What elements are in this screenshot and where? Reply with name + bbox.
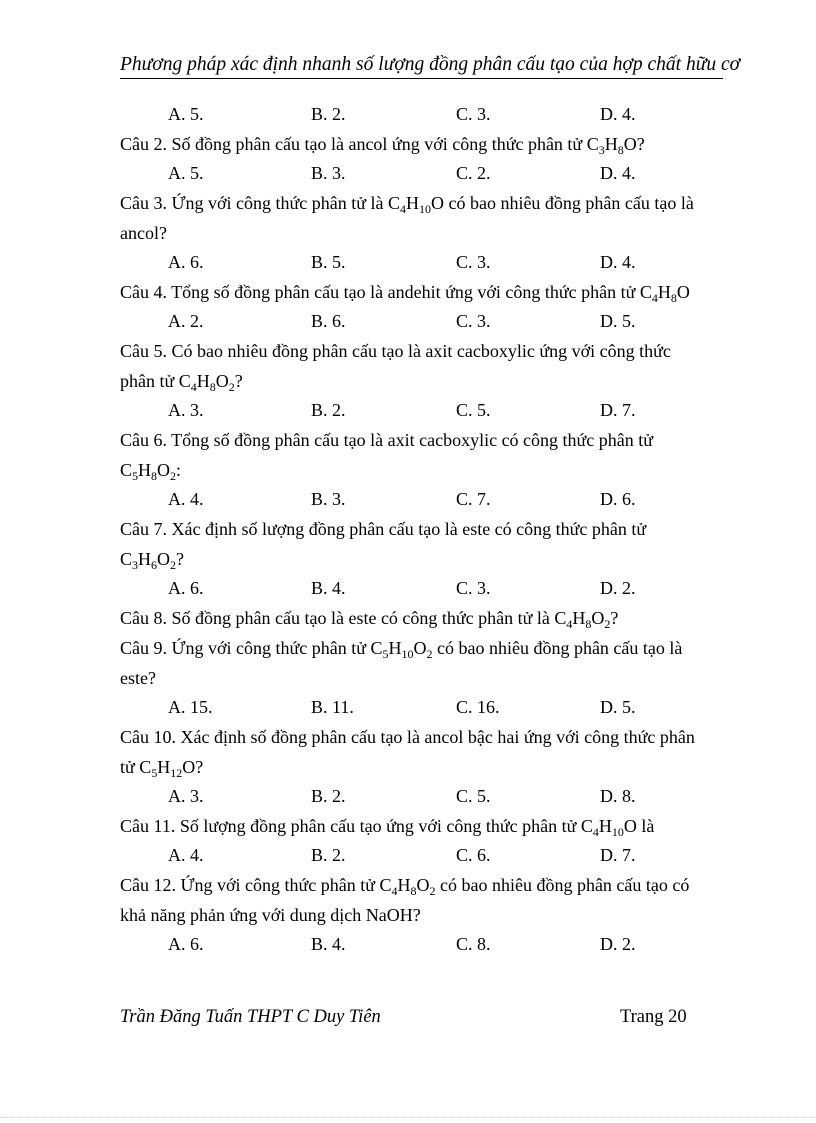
answer-options	[120, 782, 723, 811]
option-d: D. 7.	[600, 845, 636, 865]
text-run: H	[138, 460, 152, 480]
text-run: khả năng phản ứng với dung dịch NaOH?	[120, 905, 421, 925]
text-run: ?	[176, 549, 185, 569]
answer-options	[120, 396, 723, 425]
answer-options	[120, 485, 723, 514]
subscript: 10	[611, 825, 624, 839]
option-c: C. 2.	[456, 163, 491, 183]
question-text-continued	[120, 218, 723, 248]
text-run: Câu 5. Có bao nhiêu đồng phân cấu tạo là axit cacboxylic ứng với công thức	[120, 341, 671, 361]
text-run: Câu 12. Ứng với công thức phân tử C	[120, 875, 392, 895]
option-d: D. 4.	[600, 163, 636, 183]
option-c: C. 5.	[456, 786, 491, 806]
text-run: H	[598, 816, 612, 836]
text-run: có bao nhiêu đồng phân cấu tạo là	[432, 638, 683, 658]
page-header	[120, 51, 741, 79]
text-run: H	[604, 134, 618, 154]
option-b: B. 2.	[311, 400, 346, 420]
text-run: O	[416, 875, 430, 895]
subscript: 2	[426, 647, 433, 661]
text-run: este?	[120, 668, 156, 688]
subscript: 3	[132, 558, 139, 572]
answer-options	[120, 574, 723, 603]
option-c: C. 8.	[456, 934, 491, 954]
subscript: 2	[429, 884, 436, 898]
option-a: A. 3.	[168, 400, 204, 420]
question-text-continued	[120, 752, 723, 782]
text-run: H	[157, 757, 171, 777]
option-c: C. 3.	[456, 578, 491, 598]
text-run: C	[120, 460, 133, 480]
text-run: O là	[623, 816, 655, 836]
text-run: O?	[623, 134, 645, 154]
text-run: H	[572, 608, 586, 628]
text-run: O có bao nhiêu đồng phân cấu tạo là	[430, 193, 694, 213]
question-text	[120, 129, 723, 159]
text-run: Câu 6. Tổng số đồng phân cấu tạo là axit cacboxylic có công thức phân tử	[120, 430, 654, 450]
option-a: A. 2.	[168, 311, 204, 331]
subscript: 2	[604, 617, 611, 631]
subscript: 8	[617, 143, 624, 157]
option-a: A. 3.	[168, 786, 204, 806]
text-run: Câu 11. Số lượng đồng phân cấu tạo ứng với công thức phân tử C	[120, 816, 593, 836]
text-run: ?	[610, 608, 619, 628]
subscript: 2	[228, 380, 235, 394]
option-a: A. 4.	[168, 845, 204, 865]
subscript: 2	[170, 558, 177, 572]
option-b: B. 2.	[311, 845, 346, 865]
subscript: 8	[670, 291, 677, 305]
option-b: B. 6.	[311, 311, 346, 331]
option-a: A. 15.	[168, 697, 213, 717]
question-text-continued	[120, 455, 723, 485]
question-text	[120, 277, 723, 307]
option-b: B. 2.	[311, 104, 346, 124]
question-text-continued	[120, 366, 723, 396]
question-list	[120, 100, 723, 959]
option-d: D. 6.	[600, 489, 636, 509]
text-run: O	[157, 549, 171, 569]
page-footer	[120, 1007, 720, 1035]
text-run: :	[176, 460, 182, 480]
subscript: 4	[190, 380, 197, 394]
question-text-continued	[120, 544, 723, 574]
text-run: Câu 10. Xác định số đồng phân cấu tạo là ancol bậc hai ứng với công thức phân	[120, 727, 695, 747]
subscript: 4	[651, 291, 658, 305]
header-title: Phương pháp xác định nhanh số lượng đồng phân cấu tạo của hợp chất hữu cơ	[120, 54, 741, 75]
option-c: C. 16.	[456, 697, 500, 717]
option-c: C. 3.	[456, 104, 491, 124]
option-b: B. 3.	[311, 489, 346, 509]
text-run: O	[591, 608, 605, 628]
question-text	[120, 633, 723, 663]
subscript: 8	[585, 617, 592, 631]
text-run: tử C	[120, 757, 152, 777]
text-run: ?	[234, 371, 243, 391]
text-run: O	[413, 638, 427, 658]
option-d: D. 5.	[600, 697, 636, 717]
page-edge-divider	[0, 1117, 816, 1118]
question-text	[120, 722, 723, 752]
text-run: C	[120, 549, 133, 569]
option-d: D. 5.	[600, 311, 636, 331]
option-a: A. 5.	[168, 104, 204, 124]
option-d: D. 4.	[600, 252, 636, 272]
text-run: H	[388, 638, 402, 658]
option-b: B. 2.	[311, 786, 346, 806]
text-run: H	[657, 282, 671, 302]
subscript: 4	[391, 884, 398, 898]
option-d: D. 4.	[600, 104, 636, 124]
text-run: Câu 9. Ứng với công thức phân tử C	[120, 638, 383, 658]
subscript: 5	[382, 647, 389, 661]
option-c: C. 3.	[456, 311, 491, 331]
subscript: 2	[170, 469, 177, 483]
option-a: A. 6.	[168, 934, 204, 954]
answer-options	[120, 930, 723, 959]
text-run: H	[397, 875, 411, 895]
text-run: H	[196, 371, 210, 391]
text-run: phân tử C	[120, 371, 191, 391]
option-a: A. 5.	[168, 163, 204, 183]
option-b: B. 11.	[311, 697, 354, 717]
option-b: B. 4.	[311, 934, 346, 954]
subscript: 3	[598, 143, 605, 157]
answer-options	[120, 693, 723, 722]
option-d: D. 8.	[600, 786, 636, 806]
text-run: có bao nhiêu đồng phân cấu tạo có	[435, 875, 690, 895]
option-a: A. 4.	[168, 489, 204, 509]
question-text	[120, 603, 723, 633]
question-text-continued	[120, 663, 723, 693]
question-text	[120, 425, 723, 455]
question-text	[120, 514, 723, 544]
answer-options	[120, 100, 723, 129]
option-c: C. 6.	[456, 845, 491, 865]
option-b: B. 5.	[311, 252, 346, 272]
text-run: Câu 2. Số đồng phân cấu tạo là ancol ứng với công thức phân tử C	[120, 134, 599, 154]
option-b: B. 4.	[311, 578, 346, 598]
subscript: 4	[399, 202, 406, 216]
subscript: 4	[592, 825, 599, 839]
option-d: D. 2.	[600, 578, 636, 598]
question-text-continued	[120, 900, 723, 930]
question-text	[120, 336, 723, 366]
question-text	[120, 188, 723, 218]
option-d: D. 7.	[600, 400, 636, 420]
text-run: O?	[182, 757, 204, 777]
text-run: O	[215, 371, 229, 391]
option-d: D. 2.	[600, 934, 636, 954]
subscript: 10	[418, 202, 431, 216]
subscript: 12	[170, 766, 183, 780]
answer-options	[120, 248, 723, 277]
text-run: Câu 8. Số đồng phân cấu tạo là este có công thức phân tử là C	[120, 608, 567, 628]
option-b: B. 3.	[311, 163, 346, 183]
subscript: 10	[401, 647, 414, 661]
subscript: 5	[132, 469, 139, 483]
question-text	[120, 811, 723, 841]
text-run: H	[405, 193, 419, 213]
subscript: 8	[151, 469, 158, 483]
text-run: O	[157, 460, 171, 480]
text-run: Câu 4. Tổng số đồng phân cấu tạo là andehit ứng với công thức phân tử C	[120, 282, 652, 302]
answer-options	[120, 307, 723, 336]
page-number: Trang 20	[620, 1007, 687, 1027]
answer-options	[120, 841, 723, 870]
option-c: C. 5.	[456, 400, 491, 420]
question-text	[120, 870, 723, 900]
option-a: A. 6.	[168, 578, 204, 598]
subscript: 4	[566, 617, 573, 631]
text-run: Câu 3. Ứng với công thức phân tử là C	[120, 193, 400, 213]
option-c: C. 7.	[456, 489, 491, 509]
answer-options	[120, 159, 723, 188]
option-c: C. 3.	[456, 252, 491, 272]
subscript: 6	[151, 558, 158, 572]
text-run: H	[138, 549, 152, 569]
option-a: A. 6.	[168, 252, 204, 272]
text-run: O	[676, 282, 690, 302]
subscript: 5	[151, 766, 158, 780]
text-run: ancol?	[120, 223, 167, 243]
subscript: 8	[209, 380, 216, 394]
footer-author: Trần Đăng Tuấn THPT C Duy Tiên	[120, 1007, 381, 1027]
subscript: 8	[410, 884, 417, 898]
text-run: Câu 7. Xác định số lượng đồng phân cấu tạo là este có công thức phân tử	[120, 519, 647, 539]
